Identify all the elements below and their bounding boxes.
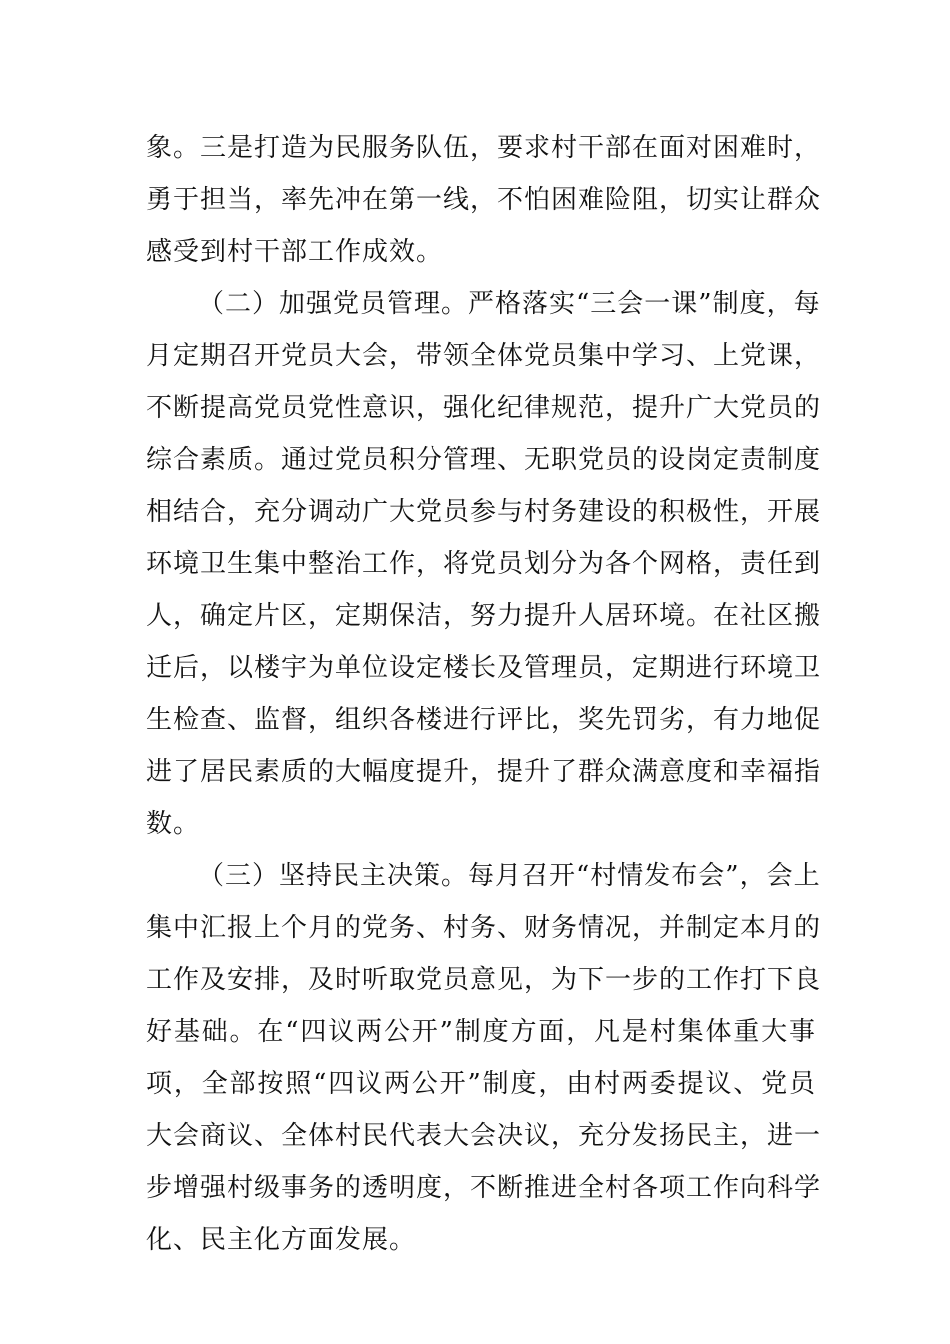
text-line: 数。 [146,809,201,839]
text-line: 步增强村级事务的透明度，不断推进全村各项工作向科学 [146,1173,822,1203]
text-line: 勇于担当，率先冲在第一线，不怕困难险阻，切实让群众 [146,185,822,215]
text-line: 迁后，以楼宇为单位设定楼长及管理员，定期进行环境卫 [146,653,822,683]
text-line: 相结合，充分调动广大党员参与村务建设的积极性，开展 [146,497,822,527]
text-line: 好基础。在“四议两公开”制度方面，凡是村集体重大事 [146,1017,816,1047]
text-line: 综合素质。通过党员积分管理、无职党员的设岗定责制度 [146,445,822,475]
text-line: 生检查、监督，组织各楼进行评比，奖先罚劣，有力地促 [146,705,822,735]
text-line: 不断提高党员党性意识，强化纪律规范，提升广大党员的 [146,393,822,423]
text-line: 人，确定片区，定期保洁，努力提升人居环境。在社区搬 [146,601,822,631]
text-line: 进了居民素质的大幅度提升，提升了群众满意度和幸福指 [146,757,822,787]
text-line: （三）坚持民主决策。每月召开“村情发布会”，会上 [198,861,821,891]
text-line: 环境卫生集中整治工作，将党员划分为各个网格，责任到 [146,549,822,579]
text-line: 化、民主化方面发展。 [146,1225,417,1255]
text-line: （二）加强党员管理。严格落实“三会一课”制度，每 [198,289,821,319]
text-line: 感受到村干部工作成效。 [146,237,444,267]
text-line: 集中汇报上个月的党务、村务、财务情况，并制定本月的 [146,913,822,943]
text-line: 工作及安排，及时听取党员意见，为下一步的工作打下良 [146,965,822,995]
text-line: 象。三是打造为民服务队伍，要求村干部在面对困难时， [146,133,822,163]
text-line: 大会商议、全体村民代表大会决议，充分发扬民主，进一 [146,1121,822,1151]
text-line: 月定期召开党员大会，带领全体党员集中学习、上党课， [146,341,822,371]
text-line: 项，全部按照“四议两公开”制度，由村两委提议、党员 [146,1069,816,1099]
